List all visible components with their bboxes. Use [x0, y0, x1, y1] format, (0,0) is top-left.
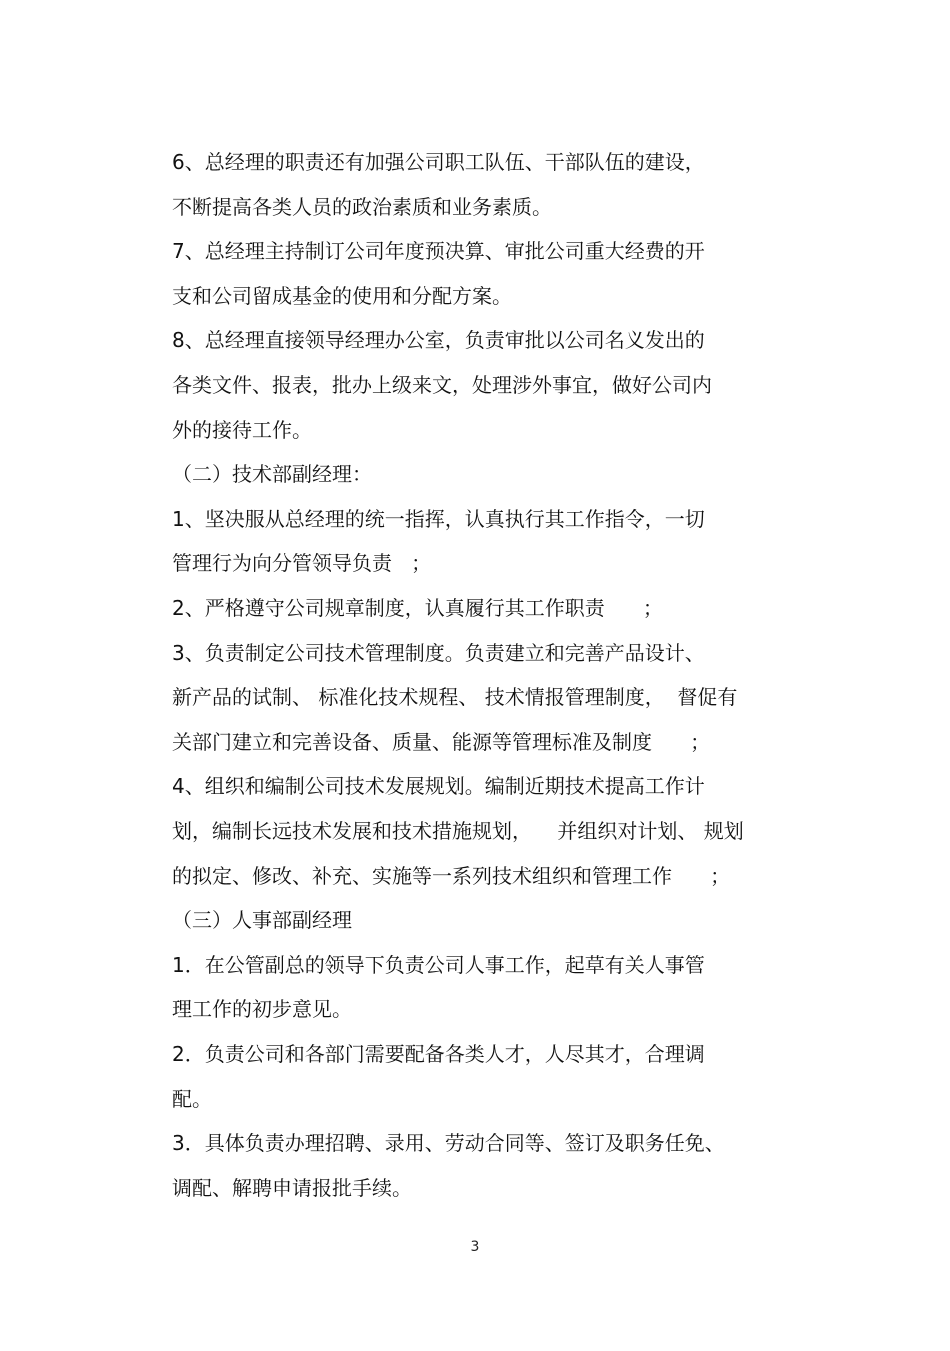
- text-line: 2、严格遵守公司规章制度，认真履行其工作职责 ；: [172, 596, 663, 620]
- section-heading: （三）人事部副经理: [172, 908, 352, 932]
- text-line: 2．负责公司和各部门需要配备各类人才，人尽其才，合理调: [172, 1042, 705, 1066]
- page-number: 3: [470, 1239, 480, 1255]
- section-heading: （二）技术部副经理：: [172, 462, 372, 486]
- text-line: 4、组织和编制公司技术发展规划。编制近期技术提高工作计: [172, 774, 705, 798]
- text-line: 1、坚决服从总经理的统一指挥，认真执行其工作指令，一切: [172, 507, 705, 531]
- text-line: 理工作的初步意见。: [172, 997, 352, 1021]
- text-line: 支和公司留成基金的使用和分配方案。: [172, 284, 512, 308]
- text-line: 关部门建立和完善设备、质量、能源等管理标准及制度 ；: [172, 730, 711, 754]
- text-line: 3、负责制定公司技术管理制度。负责建立和完善产品设计、: [172, 641, 705, 665]
- text-line: 7、总经理主持制订公司年度预决算、审批公司重大经费的开: [172, 239, 705, 263]
- text-line: 外的接待工作。: [172, 418, 312, 442]
- text-line: 8、总经理直接领导经理办公室，负责审批以公司名义发出的: [172, 328, 705, 352]
- text-line: 不断提高各类人员的政治素质和业务素质。: [172, 195, 552, 219]
- text-line: 调配、解聘申请报批手续。: [172, 1176, 412, 1200]
- text-line: 新产品的试制、 标准化技术规程、 技术情报管理制度， 督促有: [172, 685, 738, 709]
- text-line: 各类文件、报表，批办上级来文，处理涉外事宜，做好公司内: [172, 373, 712, 397]
- text-line: 6、总经理的职责还有加强公司职工队伍、干部队伍的建设，: [172, 150, 705, 174]
- text-line: 的拟定、修改、补充、实施等一系列技术组织和管理工作 ；: [172, 864, 731, 888]
- text-line: 3．具体负责办理招聘、录用、劳动合同等、签订及职务任免、: [172, 1131, 725, 1155]
- text-line: 划，编制长远技术发展和技术措施规划， 并组织对计划、 规划: [172, 819, 744, 843]
- text-line: 管理行为向分管领导负责 ；: [172, 551, 432, 575]
- text-line: 1．在公管副总的领导下负责公司人事工作，起草有关人事管: [172, 953, 705, 977]
- text-line: 配。: [172, 1087, 212, 1111]
